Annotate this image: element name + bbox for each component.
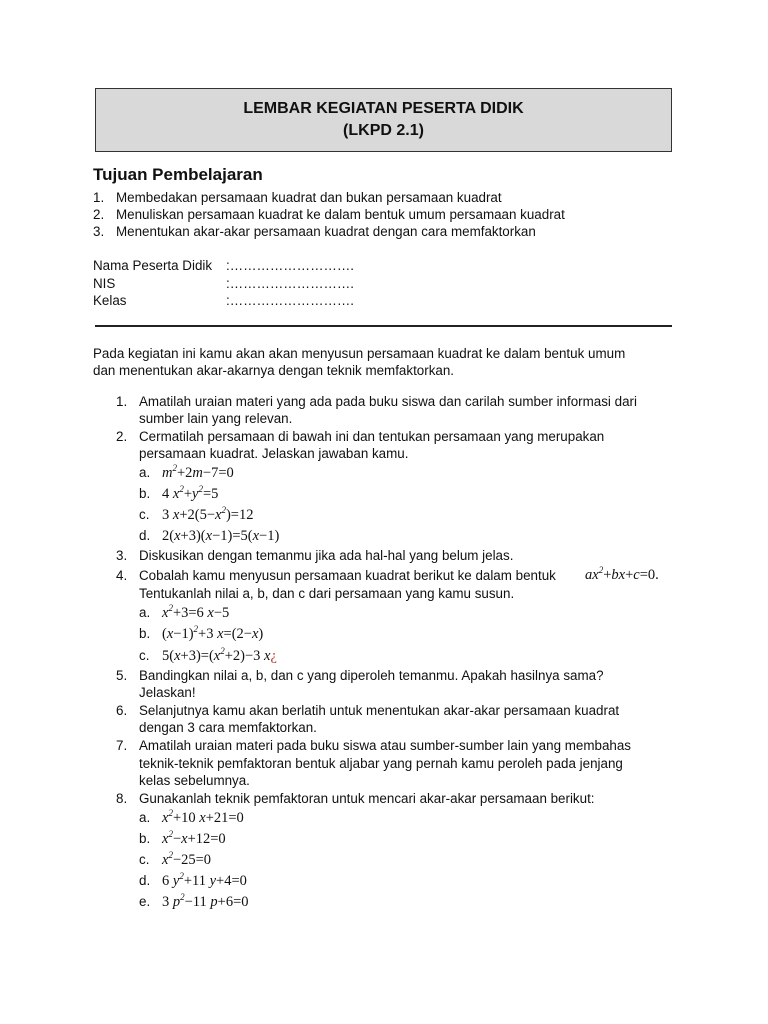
item-letter: e. [139,894,151,909]
field-label-nis: NIS [93,276,116,291]
item-letter: a. [139,605,151,620]
equation: $x^2-25=0$ [162,850,212,868]
step-number: 2. [116,429,128,444]
step-text: Cobalah kamu menyusun persamaan kuadrat berikut ke dalam bentuk [139,568,556,583]
field-value-class: :………………………. [226,293,354,308]
equation: 2(x+3)(x−1)=5(x−1) [162,528,280,544]
divider-line [95,325,672,327]
document-code: (LKPD 2.1) [343,122,424,139]
step-number: 1. [116,394,128,409]
step-number: 8. [116,791,128,806]
equation: $m^2+2m-7=0$ [162,463,234,481]
step-text: Selanjutnya kamu akan berlatih untuk menentukan akar-akar persamaan kuadrat [139,703,620,718]
step-text: dengan 3 cara memfaktorkan. [139,720,317,735]
equation: 4 $x^2+y^2=5$ [162,484,219,502]
step-text: teknik-teknik pemfaktoran bentuk aljabar yang pernah kamu peroleh pada jenjang [139,756,623,771]
equation: 3 $x+2(5-x^2)=12$ [162,505,254,523]
item-letter: b. [139,831,151,846]
equation: $x^2+3=6$ x−5 [162,603,230,621]
step-text: Jelaskan! [139,685,196,700]
objective-text: Menentukan akar-akar persamaan kuadrat dengan cara memfaktorkan [116,224,536,239]
item-letter: c. [139,507,150,522]
objectives-heading: Tujuan Pembelajaran [93,165,263,184]
objective-text: Menuliskan persamaan kuadrat ke dalam bentuk umum persamaan kuadrat [116,207,565,222]
item-letter: b. [139,626,151,641]
step-number: 3. [116,548,128,563]
objective-number: 2. [93,207,105,222]
equation: $x^2+10$ x+21=0 [162,808,244,826]
step-number: 7. [116,738,128,753]
objective-number: 1. [93,190,105,205]
general-form-equation: $ax^2+bx+c=0$. [585,565,659,583]
step-text: Diskusikan dengan temanmu jika ada hal-hal yang belum jelas. [139,548,514,563]
intro-text: Pada kegiatan ini kamu akan akan menyusun persamaan kuadrat ke dalam bentuk umum [93,346,626,361]
item-letter: a. [139,810,151,825]
step-text: Gunakanlah teknik pemfaktoran untuk mencari akar-akar persamaan berikut: [139,791,595,806]
step-text: Bandingkan nilai a, b, dan c yang diperoleh temanmu. Apakah hasilnya sama? [139,668,604,683]
field-label-class: Kelas [93,293,127,308]
step-text: persamaan kuadrat. Jelaskan jawaban kamu. [139,446,409,461]
equation: $x^2-x+12=0$ [162,829,226,847]
item-letter: d. [139,528,151,543]
step-text: Cermatilah persamaan di bawah ini dan tentukan persamaan yang merupakan [139,429,605,444]
step-number: 4. [116,568,128,583]
step-text: kelas sebelumnya. [139,773,250,788]
step-number: 6. [116,703,128,718]
intro-text: dan menentukan akar-akarnya dengan teknik memfaktorkan. [93,363,455,378]
item-letter: c. [139,648,150,663]
step-text: Amatilah uraian materi pada buku siswa atau sumber-sumber lain yang membahas [139,738,631,753]
field-value-nis: :………………………. [226,276,354,291]
step-number: 5. [116,668,128,683]
field-value-name: :………………………. [226,258,354,273]
step-text: Tentukanlah nilai a, b, dan c dari persamaan yang kamu susun. [139,586,515,601]
objective-text: Membedakan persamaan kuadrat dan bukan persamaan kuadrat [116,190,502,205]
title-box [95,88,672,152]
step-text: Amatilah uraian materi yang ada pada buku siswa dan carilah sumber informasi dari [139,394,637,409]
field-label-name: Nama Peserta Didik [93,258,213,273]
equation: 3 $p^2-11$ p+6=0 [162,892,249,910]
equation: $(x-1)^2+3$ x=(2−x) [162,624,264,642]
equation: $5(x+3)=(x^2+2)-3$ x¿ [162,646,277,664]
document-title: LEMBAR KEGIATAN PESERTA DIDIK [243,100,524,117]
step-text: sumber lain yang relevan. [139,411,293,426]
item-letter: a. [139,465,151,480]
item-letter: d. [139,873,151,888]
objective-number: 3. [93,224,105,239]
item-letter: c. [139,852,150,867]
item-letter: b. [139,486,151,501]
equation: 6 $y^2+11$ y+4=0 [162,871,247,889]
